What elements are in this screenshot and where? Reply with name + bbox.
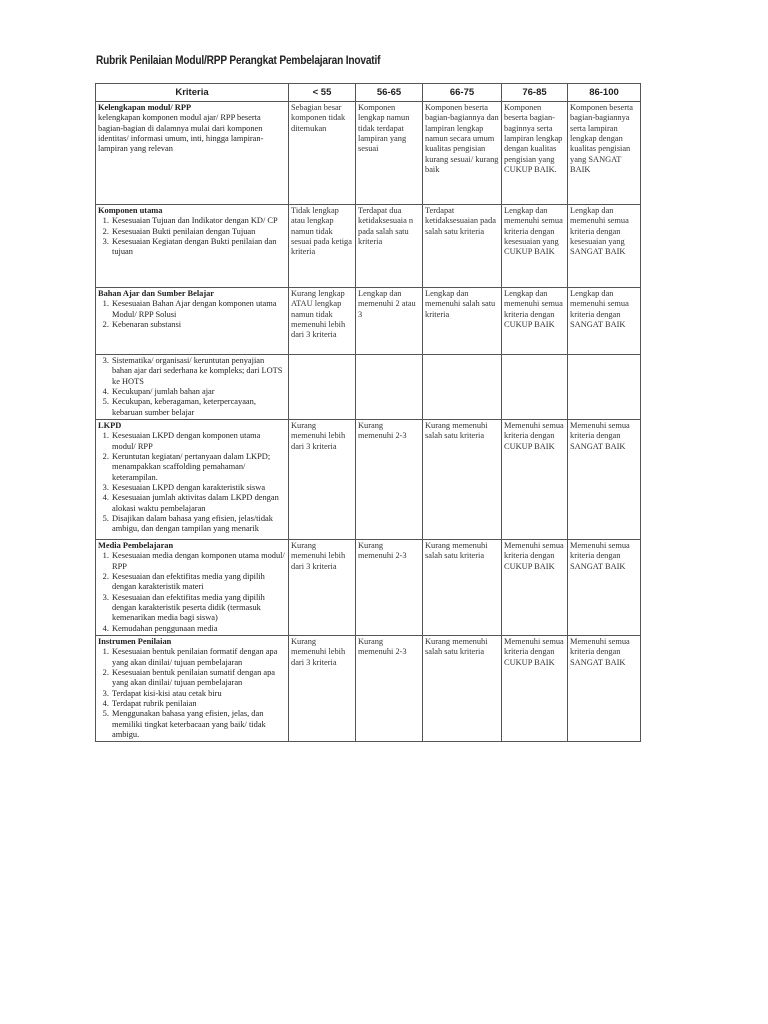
score-66-75-cell: Kurang memenuhi salah satu kriteria <box>423 419 502 539</box>
score-76-85-cell: Memenuhi semua kriteria dengan CUKUP BAIK <box>502 635 568 741</box>
criteria-item: 3. Terdapat kisi-kisi atau cetak biru <box>111 689 286 699</box>
score-56-65-cell: Kurang memenuhi 2-3 <box>356 539 423 635</box>
header-score-56-65: 56-65 <box>356 84 423 102</box>
score-86-100-cell: Lengkap dan memenuhi semua kriteria dengan SANGAT BAIK <box>568 288 641 355</box>
criteria-item: 1. Kesesuaian LKPD dengan komponen utama modul/ RPP <box>111 431 286 452</box>
header-kriteria: Kriteria <box>96 84 289 102</box>
criteria-item: 4. Terdapat rubrik penilaian <box>111 699 286 709</box>
criteria-item: 3. Kesesuaian dan efektifitas media yang dipilih dengan karakteristik peserta didik (termasuk kemenarikan media bagi siswa) <box>111 593 286 624</box>
criteria-item: 5. Kecukupan, keberagaman, keterpercayaan, kebaruan sumber belajar <box>111 397 286 418</box>
criteria-list <box>98 431 286 534</box>
criteria-cell <box>96 102 289 205</box>
criteria-item: 2. Kesesuaian dan efektifitas media yang dipilih dengan karakteristik materi <box>111 572 286 593</box>
criteria-cell <box>96 288 289 355</box>
criteria-item: 2. Keruntutan kegiatan/ pertanyaan dalam LKPD; menampakkan scaffolding pemahaman/ keterampilan. <box>111 452 286 483</box>
criteria-item: 3. Kesesuaian Kegiatan dengan Bukti penilaian dan tujuan <box>111 237 286 258</box>
rubric-row <box>96 355 641 420</box>
criteria-title: Kelengkapan modul/ RPP <box>98 103 192 112</box>
score-86-100-cell: Memenuhi semua kriteria dengan SANGAT BAIK <box>568 539 641 635</box>
criteria-item: 5. Disajikan dalam bahasa yang efisien, jelas/tidak ambigu, dan dengan tampilan yang menarik <box>111 514 286 535</box>
score-below-55-cell: Kurang memenuhi lebih dari 3 kriteria <box>289 635 356 741</box>
score-86-100-cell <box>568 355 641 420</box>
criteria-item: 1. Kesesuaian bentuk penilaian formatif dengan apa yang akan dinilai/ tujuan pembelajaran <box>111 647 286 668</box>
score-86-100-cell: Lengkap dan memenuhi semua kriteria dengan kesesuaian yang SANGAT BAIK <box>568 205 641 288</box>
criteria-title: LKPD <box>98 420 122 430</box>
score-56-65-cell <box>356 355 423 420</box>
page-title: Rubrik Penilaian Modul/RPP Perangkat Pembelajaran Inovatif <box>96 55 381 67</box>
criteria-item: 4. Kemudahan penggunaan media <box>111 624 286 634</box>
rubric-row <box>96 205 641 288</box>
criteria-title: Instrumen Penilaian <box>98 636 172 646</box>
score-56-65-cell: Lengkap dan memenuhi 2 atau 3 <box>356 288 423 355</box>
score-below-55-cell: Kurang memenuhi lebih dari 3 kriteria <box>289 539 356 635</box>
header-score-below-55: < 55 <box>289 84 356 102</box>
score-76-85-cell: Memenuhi semua kriteria dengan CUKUP BAIK <box>502 539 568 635</box>
score-below-55-cell: Sebagian besar komponen tidak ditemukan <box>289 102 356 205</box>
score-86-100-cell: Memenuhi semua kriteria dengan SANGAT BAIK <box>568 635 641 741</box>
score-76-85-cell: Lengkap dan memenuhi semua kriteria dengan CUKUP BAIK <box>502 288 568 355</box>
header-score-76-85: 76-85 <box>502 84 568 102</box>
criteria-item: 1. Kesesuaian Tujuan dan Indikator dengan KD/ CP <box>111 216 286 226</box>
rubric-row <box>96 288 641 355</box>
criteria-cell <box>96 355 289 420</box>
criteria-item: 1. Kesesuaian media dengan komponen utama modul/ RPP <box>111 551 286 572</box>
score-below-55-cell <box>289 355 356 420</box>
score-56-65-cell: Kurang memenuhi 2-3 <box>356 635 423 741</box>
score-below-55-cell: Kurang memenuhi lebih dari 3 kriteria <box>289 419 356 539</box>
criteria-item: 3. Kesesuaian LKPD dengan karakteristik siswa <box>111 483 286 493</box>
criteria-item: 3. Sistematika/ organisasi/ keruntutan penyajian bahan ajar dari sederhana ke kompleks; dari LOTS ke HOTS <box>111 356 286 387</box>
criteria-item: 1. Kesesuaian Bahan Ajar dengan komponen utama Modul/ RPP Solusi <box>111 299 286 320</box>
criteria-description: kelengkapan komponen modul ajar/ RPP beserta bagian-bagian di dalamnya mulai dari komponen identitas/ informasi umum, inti, hingga lampiran-lampiran yang relevan <box>98 113 264 154</box>
rubric-table-body <box>96 102 641 742</box>
criteria-list <box>98 216 286 257</box>
score-66-75-cell: Kurang memenuhi salah satu kriteria <box>423 539 502 635</box>
criteria-item: 2. Kesesuaian bentuk penilaian sumatif dengan apa yang akan dinilai/ tujuan pembelajaran <box>111 668 286 689</box>
criteria-item: 4. Kecukupan/ jumlah bahan ajar <box>111 387 286 397</box>
criteria-list <box>98 299 286 330</box>
score-86-100-cell: Memenuhi semua kriteria dengan SANGAT BAIK <box>568 419 641 539</box>
criteria-title: Media Pembelajaran <box>98 540 174 550</box>
score-76-85-cell <box>502 355 568 420</box>
criteria-list <box>98 647 286 740</box>
score-66-75-cell: Kurang memenuhi salah satu kriteria <box>423 635 502 741</box>
score-below-55-cell: Tidak lengkap atau lengkap namun tidak sesuai pada ketiga kriteria <box>289 205 356 288</box>
criteria-title: Komponen utama <box>98 206 163 215</box>
criteria-cell <box>96 635 289 741</box>
rubric-row <box>96 419 641 539</box>
criteria-item: 2. Kesesuaian Bukti penilaian dengan Tujuan <box>111 227 286 237</box>
header-row <box>96 84 641 102</box>
score-66-75-cell <box>423 355 502 420</box>
header-score-66-75: 66-75 <box>423 84 502 102</box>
score-76-85-cell: Memenuhi semua kriteria dengan CUKUP BAIK <box>502 419 568 539</box>
score-66-75-cell: Komponen beserta bagian-bagiannya dan lampiran lengkap namun secara umum kualitas pengisian kurang sesuai/ kurang baik <box>423 102 502 205</box>
rubric-row <box>96 102 641 205</box>
criteria-item: 4. Kesesuaian jumlah aktivitas dalam LKPD dengan alokasi waktu pembelajaran <box>111 493 286 514</box>
criteria-cell <box>96 205 289 288</box>
score-56-65-cell: Terdapat dua ketidaksesuaia n pada salah satu kriteria <box>356 205 423 288</box>
criteria-list <box>98 356 286 418</box>
criteria-item: 2. Kebenaran substansi <box>111 320 286 330</box>
rubric-table <box>95 83 641 742</box>
score-76-85-cell: Komponen beserta bagian-baginnya serta lampiran lengkap dengan kualitas pengisian yang CUKUP BAIK. <box>502 102 568 205</box>
score-below-55-cell: Kurang lengkap ATAU lengkap namun tidak memenuhi lebih dari 3 kriteria <box>289 288 356 355</box>
rubric-row <box>96 539 641 635</box>
rubric-table-header <box>96 84 641 102</box>
rubric-row <box>96 635 641 741</box>
header-score-86-100: 86-100 <box>568 84 641 102</box>
criteria-cell <box>96 539 289 635</box>
criteria-cell <box>96 419 289 539</box>
score-86-100-cell: Komponen beserta bagian-bagiannya serta lampiran lengkap dengan kualitas pengisian yang SANGAT BAIK <box>568 102 641 205</box>
score-56-65-cell: Kurang memenuhi 2-3 <box>356 419 423 539</box>
score-56-65-cell: Komponen lengkap namun tidak terdapat lampiran yang sesuai <box>356 102 423 205</box>
criteria-title: Bahan Ajar dan Sumber Belajar <box>98 289 215 298</box>
criteria-list <box>98 551 286 634</box>
score-66-75-cell: Lengkap dan memenuhi salah satu kriteria <box>423 288 502 355</box>
score-76-85-cell: Lengkap dan memenuhi semua kriteria dengan kesesuaian yang CUKUP BAIK <box>502 205 568 288</box>
score-66-75-cell: Terdapat ketidaksesuaian pada salah satu kriteria <box>423 205 502 288</box>
criteria-item: 5. Menggunakan bahasa yang efisien, jelas, dan memiliki tingkat keterbacaan yang baik/ tidak ambigu. <box>111 709 286 740</box>
